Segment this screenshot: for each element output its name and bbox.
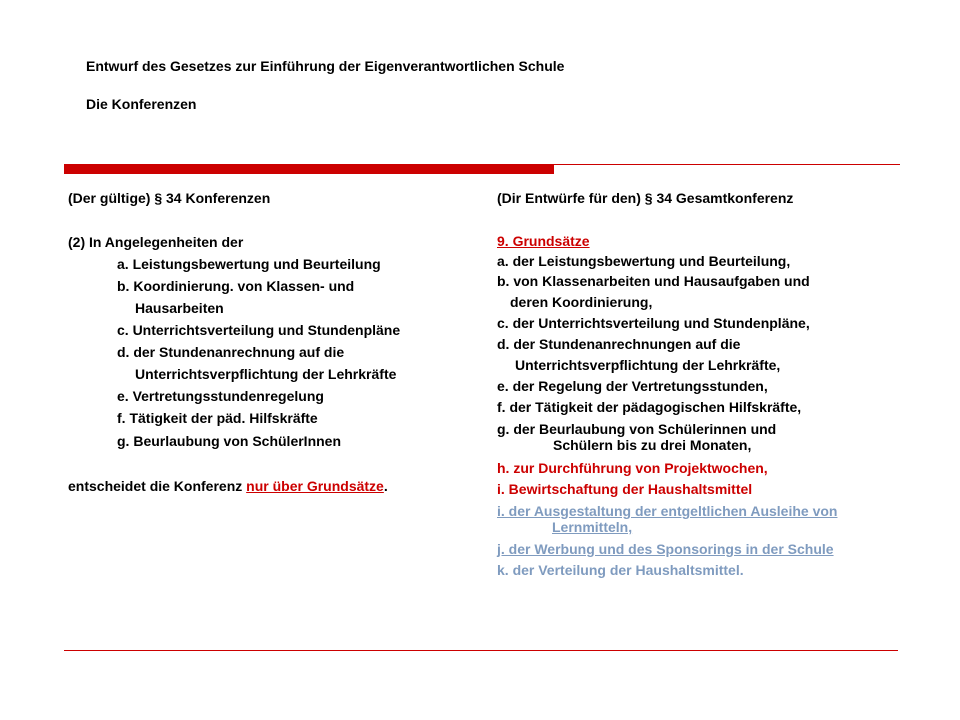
left-intro: (2) In Angelegenheiten der [68, 234, 244, 250]
right-line-e: e. der Regelung der Vertretungsstunden, [497, 378, 768, 394]
right-line-g-cont: Schülern bis zu drei Monaten, [553, 437, 752, 453]
right-line-c: c. der Unterrichtsverteilung und Stundenpläne, [497, 315, 810, 331]
right-line-g: g. der Beurlaubung von Schülerinnen und [497, 421, 777, 437]
ausleihe-link-cont[interactable]: Lernmitteln, [552, 519, 633, 535]
ausleihe-link[interactable]: i. der Ausgestaltung der entgeltlichen Ausleihe von [497, 503, 838, 519]
left-item-g: g. Beurlaubung von SchülerInnen [117, 433, 342, 449]
bottom-divider-line [64, 650, 898, 651]
left-item-b-cont: Hausarbeiten [135, 300, 224, 316]
red-accent-bar [64, 164, 554, 174]
left-item-c: c. Unterrichtsverteilung und Stundenpläne [117, 322, 401, 338]
right-heading: (Dir Entwürfe für den) § 34 Gesamtkonferenz [497, 190, 794, 206]
left-item-d: d. der Stundenanrechnung auf die [117, 344, 345, 360]
closing-suffix: . [383, 478, 388, 494]
right-line-f: f. der Tätigkeit der pädagogischen Hilfskräfte, [497, 399, 802, 415]
left-item-f: f. Tätigkeit der päd. Hilfskräfte [117, 410, 318, 426]
left-item-d-cont: Unterrichtsverpflichtung der Lehrkräfte [135, 366, 397, 382]
document-subtitle: Die Konferenzen [86, 96, 197, 112]
right-line-a: a. der Leistungsbewertung und Beurteilung, [497, 253, 791, 269]
right-line-b: b. von Klassenarbeiten und Hausaufgaben und [497, 273, 810, 289]
left-heading: (Der gültige) § 34 Konferenzen [68, 190, 271, 206]
right-line-h: h. zur Durchführung von Projektwochen, [497, 460, 768, 476]
document-title: Entwurf des Gesetzes zur Einführung der Eigenverantwortlichen Schule [86, 58, 565, 74]
right-line-i: i. Bewirtschaftung der Haushaltsmittel [497, 481, 753, 497]
left-closing [68, 478, 388, 494]
right-line-d-cont: Unterrichtsverpflichtung der Lehrkräfte, [515, 357, 781, 373]
top-divider-line [554, 164, 900, 165]
sponsoring-link[interactable]: j. der Werbung und des Sponsorings in der Schule [497, 541, 834, 557]
left-item-a: a. Leistungsbewertung und Beurteilung [117, 256, 381, 272]
grundsaetze-link[interactable]: nur über Grundsätze [246, 478, 384, 494]
right-line-d: d. der Stundenanrechnungen auf die [497, 336, 741, 352]
right-line-b-cont: deren Koordinierung, [510, 294, 653, 310]
closing-prefix: entscheidet die Konferenz [68, 478, 247, 494]
right-line-k: k. der Verteilung der Haushaltsmittel. [497, 562, 744, 578]
left-item-e: e. Vertretungsstundenregelung [117, 388, 324, 404]
left-item-b: b. Koordinierung. von Klassen- und [117, 278, 355, 294]
grundsaetze-section-link[interactable]: 9. Grundsätze [497, 233, 590, 249]
